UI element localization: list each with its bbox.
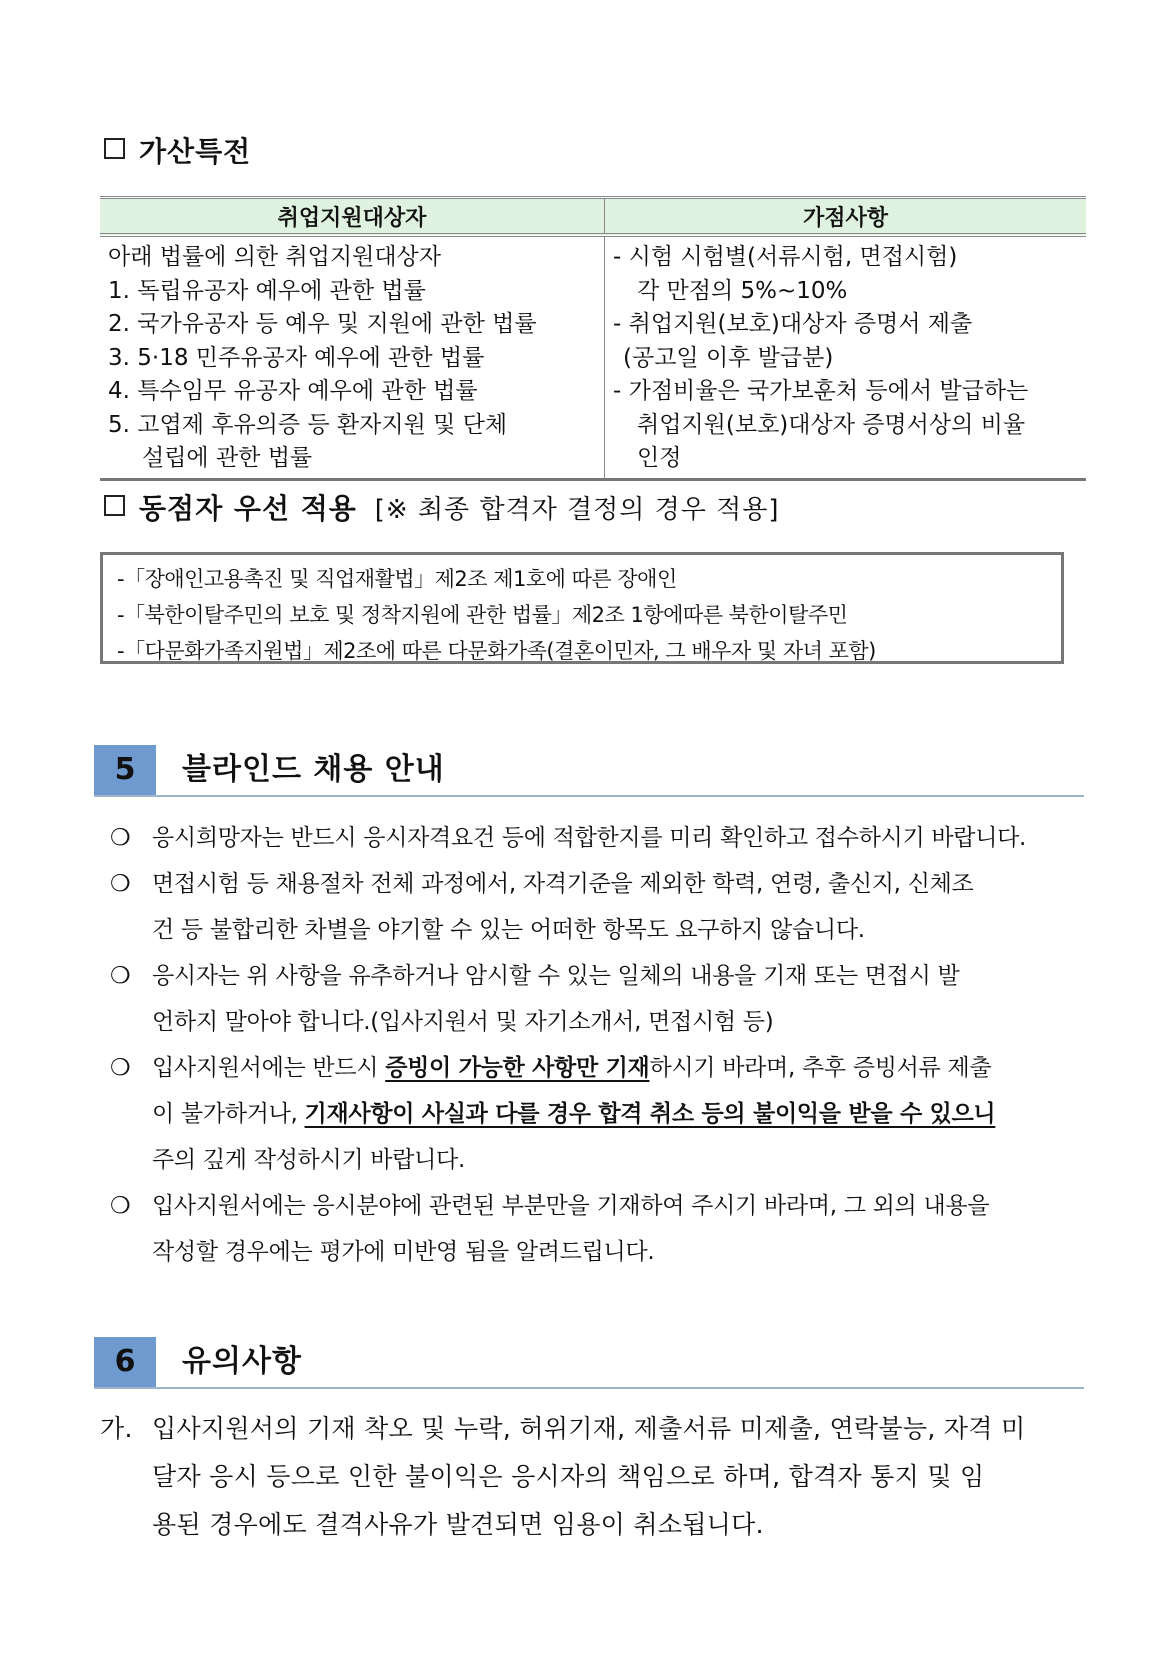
law-item: 4. 특수임무 유공자 예우에 관한 법률: [108, 378, 478, 404]
item-text-continued: 건 등 불합리한 차별을 야기할 수 있는 어떠한 항목도 요구하지 않습니다.: [152, 917, 865, 943]
checkbox-square-icon: [104, 138, 125, 159]
section-number-badge: 6: [94, 1337, 156, 1387]
blind-item: [110, 861, 1080, 953]
circle-bullet-icon: ❍: [110, 963, 131, 989]
item-text-continued: 언하지 말아야 합니다.(입사지원서 및 자기소개서, 면접시험 등): [152, 1009, 774, 1035]
item-text: 응시희망자는 반드시 응시자격요건 등에 적합한지를 미리 확인하고 접수하시기 바랍니다.: [152, 825, 1027, 851]
blind-item: [110, 1045, 1080, 1183]
bonus-item: - 가점비율은 국가보훈처 등에서 발급하는: [613, 378, 1029, 404]
law-item: 2. 국가유공자 등 예우 및 지원에 관한 법률: [108, 311, 537, 337]
notice-label: 가.: [100, 1414, 133, 1443]
target-intro: 아래 법률에 의한 취업지원대상자: [108, 244, 441, 270]
item-text: 응시자는 위 사항을 유추하거나 암시할 수 있는 일체의 내용을 기재 또는 면접시 발: [152, 963, 960, 989]
underlined-emphasis: 증빙이 가능한 사항만 기재: [385, 1055, 650, 1081]
bonus-item: - 시험 시험별(서류시험, 면접시험): [613, 244, 958, 270]
law-item-continued: 설립에 관한 법률: [142, 445, 313, 471]
item-text: 하시기 바라며, 추후 증빙서류 제출: [649, 1055, 992, 1081]
notice-text: 입사지원서의 기재 착오 및 누락, 허위기재, 제출서류 미제출, 연락불능, 자격 미: [152, 1414, 1026, 1443]
bonus-title-text: 가산특전: [139, 135, 252, 168]
item-text-continued: 주의 깊게 작성하시기 바랍니다.: [152, 1147, 465, 1173]
table-header-target: 취업지원대상자: [100, 198, 605, 236]
notice-item: [100, 1405, 1090, 1549]
table-header-bonus: 가점사항: [605, 198, 1087, 236]
bonus-table: [100, 196, 1086, 481]
bonus-section-title: [104, 130, 251, 170]
target-cell: [100, 235, 605, 479]
blind-item: [110, 1183, 1080, 1275]
item-text: 면접시험 등 채용절차 전체 과정에서, 자격기준을 제외한 학력, 연령, 출신지, 신체조: [152, 871, 974, 897]
blind-item: [110, 953, 1080, 1045]
circle-bullet-icon: ❍: [110, 825, 131, 851]
priority-item: -「다문화가족지원법」제2조에 따른 다문화가족(결혼이민자, 그 배우자 및 자녀 포함): [117, 639, 876, 663]
bonus-item: - 취업지원(보호)대상자 증명서 제출: [613, 311, 973, 337]
item-text-continued: 이 불가하거나,: [152, 1101, 305, 1127]
section-title: 유의사항: [182, 1344, 302, 1379]
bonus-item-continued: 취업지원(보호)대상자 증명서상의 비율: [637, 411, 1026, 438]
circle-bullet-icon: ❍: [110, 871, 131, 897]
priority-item: -「북한이탈주민의 보호 및 정착지원에 관한 법률」제2조 1항에따른 북한이탈주민: [117, 603, 848, 627]
table-row: [100, 235, 1086, 479]
law-item: 5. 고엽제 후유의증 등 환자지원 및 단체: [108, 411, 508, 438]
priority-item: -「장애인고용촉진 및 직업재활법」제2조 제1호에 따른 장애인: [117, 567, 677, 591]
underlined-emphasis: 기재사항이 사실과 다를 경우 합격 취소 등의 불이익을 받을 수 있으니: [304, 1101, 996, 1127]
section-title: 블라인드 채용 안내: [182, 752, 445, 787]
priority-section-title: [104, 487, 780, 527]
bonus-item-continued: 각 만점의 5%~10%: [637, 277, 848, 304]
section-6-heading: [94, 1337, 1084, 1389]
checkbox-square-icon: [104, 495, 125, 516]
bonus-item-continued: (공고일 이후 발급분): [623, 344, 834, 371]
priority-box: [100, 552, 1064, 664]
law-item: 1. 독립유공자 예우에 관한 법률: [108, 277, 426, 304]
notice-text-continued: 용된 경우에도 결격사유가 발견되면 임용이 취소됩니다.: [152, 1510, 764, 1539]
circle-bullet-icon: ❍: [110, 1193, 131, 1219]
circle-bullet-icon: ❍: [110, 1055, 131, 1081]
law-item: 3. 5·18 민주유공자 예우에 관한 법률: [108, 344, 485, 371]
notice-text-continued: 달자 응시 등으로 인한 불이익은 응시자의 책임으로 하며, 합격자 통지 및 임: [152, 1462, 985, 1491]
bonus-cell: [605, 235, 1087, 479]
item-text: 입사지원서에는 반드시: [152, 1055, 386, 1081]
item-text-continued: 작성할 경우에는 평가에 미반영 됨을 알려드립니다.: [152, 1239, 655, 1265]
item-text: 입사지원서에는 응시분야에 관련된 부분만을 기재하여 주시기 바라며, 그 외의 내용을: [152, 1193, 990, 1219]
section-5-heading: [94, 745, 1084, 797]
section-number-badge: 5: [94, 745, 156, 795]
bonus-item-continued: 인정: [637, 445, 682, 471]
blind-item: [110, 815, 1080, 861]
priority-note: [※ 최종 합격자 결정의 경우 적용]: [374, 495, 780, 525]
priority-title-text: 동점자 우선 적용: [139, 492, 357, 525]
